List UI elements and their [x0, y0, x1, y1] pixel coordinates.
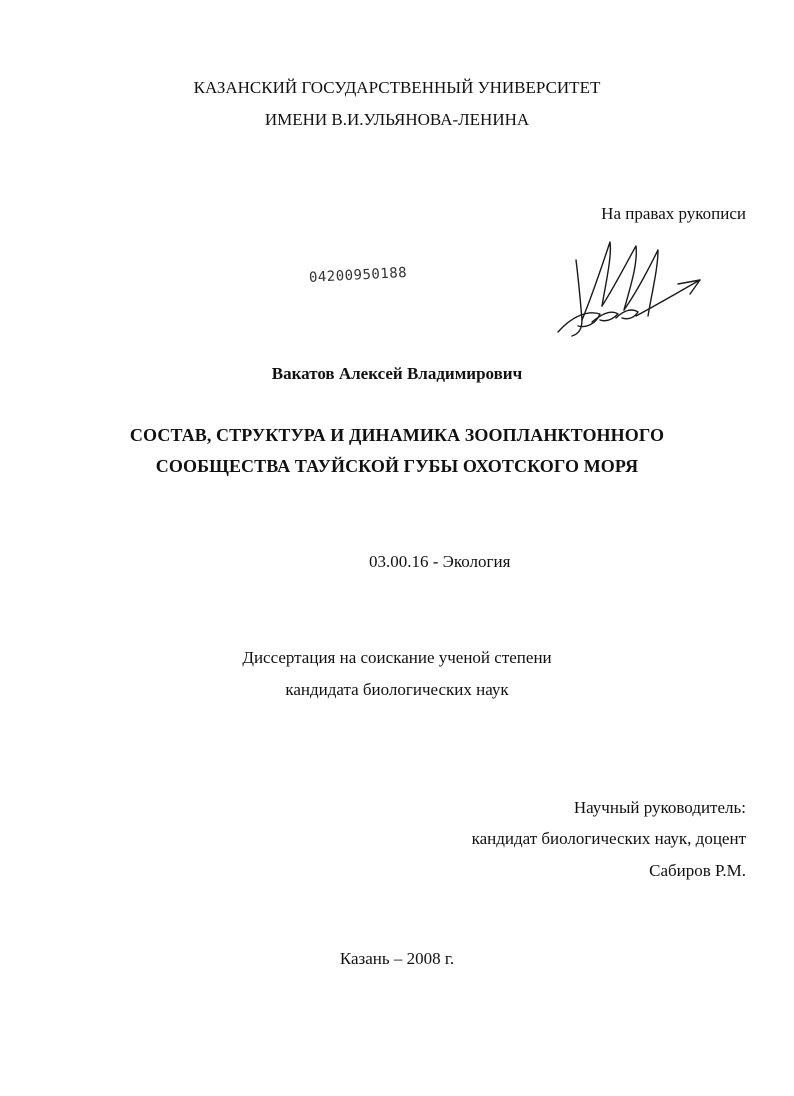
author-name: Вакатов Алексей Владимирович	[271, 364, 523, 383]
supervisor-position: кандидат биологических наук, доцент	[471, 829, 746, 848]
specialty-code: 03.00.16 - Экология	[369, 552, 511, 571]
degree-line1: Диссертация на соискание ученой степени	[242, 648, 552, 667]
registration-stamp-number: 04200950188	[308, 264, 408, 286]
manuscript-note: На правах рукописи	[601, 204, 746, 223]
dissertation-title-line2: СООБЩЕСТВА ТАУЙСКОЙ ГУБЫ ОХОТСКОГО МОРЯ	[155, 456, 639, 476]
university-name-line2: ИМЕНИ В.И.УЛЬЯНОВА-ЛЕНИНА	[264, 110, 530, 129]
supervisor-name: Сабиров Р.М.	[649, 861, 746, 880]
dissertation-title-line1: СОСТАВ, СТРУКТУРА И ДИНАМИКА ЗООПЛАНКТОННОГО	[129, 425, 665, 445]
degree-line2: кандидата биологических наук	[285, 680, 509, 699]
signature-image	[552, 236, 708, 340]
place-year: Казань – 2008 г.	[339, 949, 455, 968]
university-name-line1: КАЗАНСКИЙ ГОСУДАРСТВЕННЫЙ УНИВЕРСИТЕТ	[193, 78, 601, 97]
supervisor-label: Научный руководитель:	[573, 798, 746, 817]
